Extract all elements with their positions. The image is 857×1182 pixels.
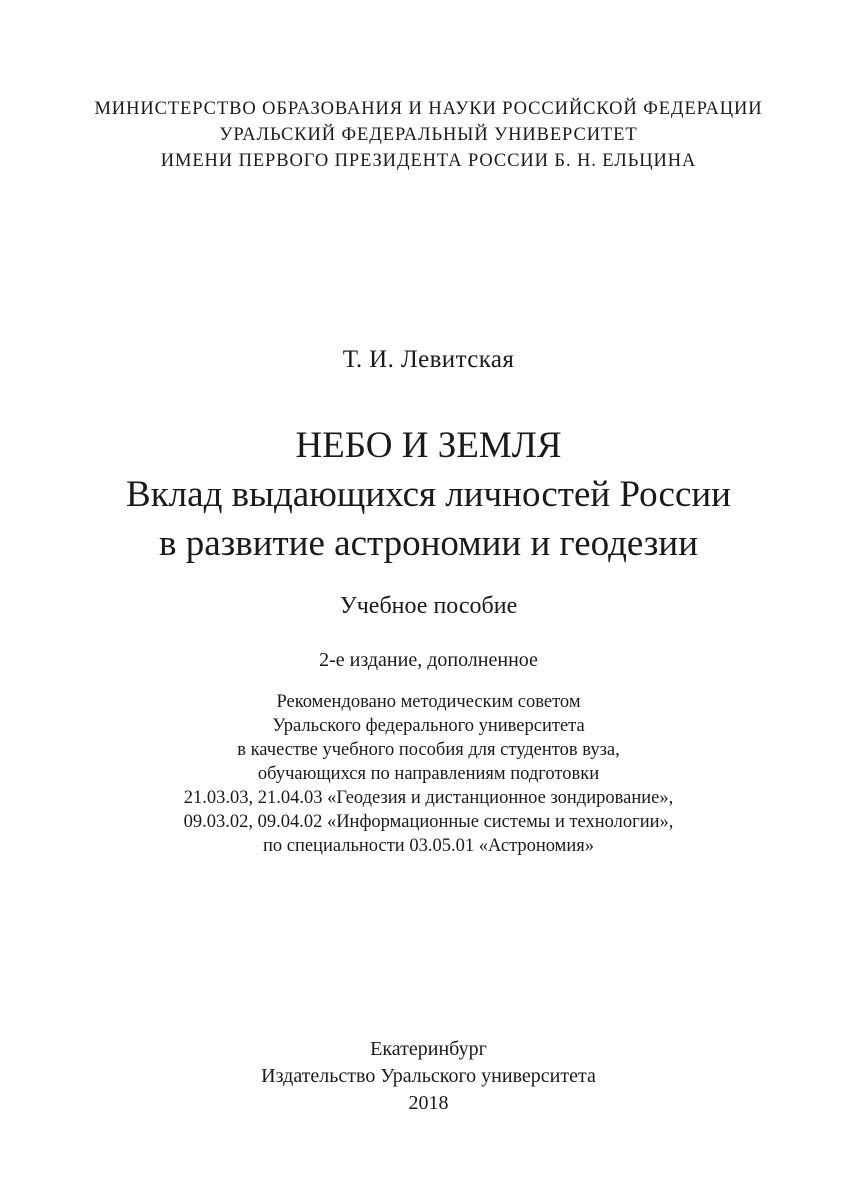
imprint-city: Екатеринбург	[370, 1038, 487, 1060]
author-name: Т. И. Левитская	[342, 346, 515, 373]
recommendation-line-5: 21.03.03, 21.04.03 «Геодезия и дистанционное зондирование»,	[183, 788, 674, 808]
recommendation-line-4: обучающихся по направлениям подготовки	[257, 764, 600, 784]
recommendation-line-2: Уральского федерального университета	[272, 716, 585, 736]
institution-header	[0, 96, 857, 174]
book-title	[0, 421, 857, 568]
title-line-2: Вклад выдающихся личностей России	[126, 474, 731, 515]
header-line-university: УРАЛЬСКИЙ ФЕДЕРАЛЬНЫЙ УНИВЕРСИТЕТ	[219, 125, 638, 145]
recommendation-line-7: по специальности 03.05.01 «Астрономия»	[262, 836, 595, 856]
recommendation-line-1: Рекомендовано методическим советом	[276, 692, 581, 712]
header-line-ministry: МИНИСТЕРСТВО ОБРАЗОВАНИЯ И НАУКИ РОССИЙСКОЙ ФЕДЕРАЦИИ	[94, 99, 763, 119]
imprint-year: 2018	[408, 1092, 449, 1114]
recommendation-line-6: 09.03.02, 09.04.02 «Информационные системы и технологии»,	[183, 812, 674, 832]
header-line-named-after: ИМЕНИ ПЕРВОГО ПРЕЗИДЕНТА РОССИИ Б. Н. ЕЛЬЦИНА	[160, 151, 697, 171]
imprint-publisher: Издательство Уральского университета	[261, 1065, 596, 1087]
recommendation-line-3: в качестве учебного пособия для студентов вуза,	[237, 740, 620, 760]
imprint	[0, 1036, 857, 1117]
edition-info: 2-е издание, дополненное	[319, 649, 538, 671]
title-line-3: в развитие астрономии и геодезии	[158, 523, 698, 564]
recommendation-note	[0, 690, 857, 858]
book-type: Учебное пособие	[339, 593, 518, 619]
title-line-main: НЕБО И ЗЕМЛЯ	[295, 425, 562, 466]
